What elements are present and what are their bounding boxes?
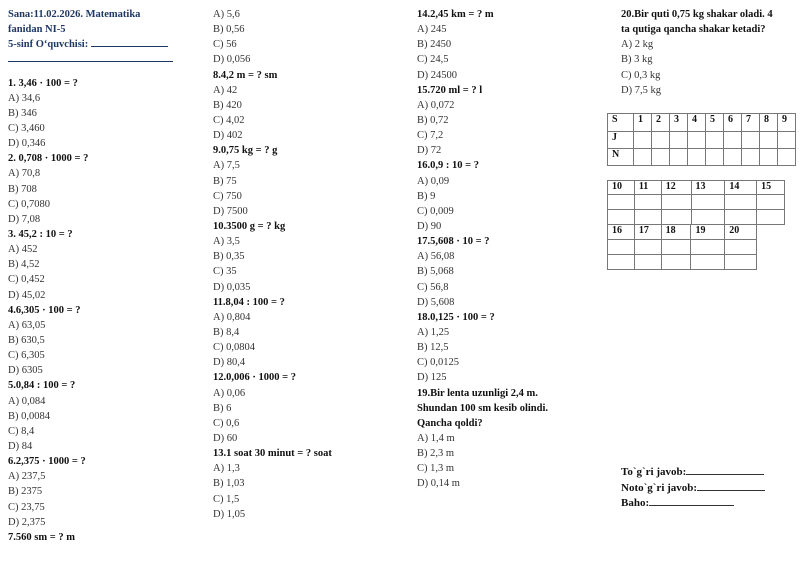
- option-b: B) 0,35: [213, 251, 245, 263]
- question-10: [213, 219, 408, 295]
- option-d: D) 2,375: [8, 516, 46, 528]
- answer-cell[interactable]: [670, 149, 688, 166]
- row-label-n: N: [608, 149, 634, 166]
- option-c: C) 35: [213, 266, 237, 278]
- option-d: D) 0,14 m: [417, 478, 460, 490]
- table-header-cell: 14: [725, 181, 757, 195]
- question-3: [8, 227, 203, 303]
- answer-cell[interactable]: [778, 149, 796, 166]
- question-4: [8, 303, 203, 379]
- question-text: 6.2,375 · 1000 = ?: [8, 456, 86, 468]
- column-3: [417, 7, 612, 492]
- option-a: A) 0,09: [417, 175, 450, 187]
- table-header-cell: 19: [691, 225, 725, 240]
- table-header-cell: 20: [725, 225, 757, 240]
- option-b: B) 2375: [8, 486, 43, 498]
- answer-cell[interactable]: [661, 210, 691, 225]
- table-header-cell: 10: [608, 181, 635, 195]
- option-c: C) 0,452: [8, 274, 45, 286]
- answer-cell[interactable]: [608, 210, 635, 225]
- option-a: A) 0,072: [417, 99, 455, 111]
- answer-cell[interactable]: [634, 149, 652, 166]
- answer-cell[interactable]: [634, 195, 661, 210]
- question-text: 2. 0,708 · 1000 = ?: [8, 153, 89, 165]
- grade-blank[interactable]: [649, 496, 734, 506]
- option-b: B) 630,5: [8, 334, 45, 346]
- option-b: B) 0,0084: [8, 410, 50, 422]
- question-14: [417, 7, 612, 83]
- table-header-cell: 2: [652, 114, 670, 132]
- answer-cell[interactable]: [757, 210, 785, 225]
- option-d: D) 84: [8, 440, 33, 452]
- option-b: B) 9: [417, 190, 436, 202]
- option-b: B) 1,03: [213, 478, 245, 490]
- answer-cell[interactable]: [652, 149, 670, 166]
- question-text: 12.0,006 · 1000 = ?: [213, 372, 296, 384]
- answer-cell[interactable]: [688, 149, 706, 166]
- question-text: 8.4,2 m = ? sm: [213, 69, 278, 81]
- table-header-cell: 3: [670, 114, 688, 132]
- option-a: A) 1,3: [213, 463, 240, 475]
- answer-cell[interactable]: [742, 132, 760, 149]
- option-d: D) 60: [213, 432, 238, 444]
- grade-label: Baho:: [621, 497, 650, 509]
- student-label: 5-sinf O‘quvchisi:: [8, 39, 91, 51]
- grade-row: [621, 496, 765, 512]
- correct-answers-label: To`g`ri javob:: [621, 466, 687, 478]
- option-b: B) 6: [213, 402, 232, 414]
- question-text: 15.720 ml = ? l: [417, 84, 483, 96]
- answer-cell[interactable]: [634, 255, 661, 270]
- answer-cell[interactable]: [670, 132, 688, 149]
- question-19: [417, 386, 612, 492]
- correct-answers-row: [621, 465, 765, 481]
- option-a: A) 63,05: [8, 319, 46, 331]
- answer-cell[interactable]: [691, 195, 725, 210]
- answer-table-2-bottom: [607, 224, 757, 270]
- question-text: 1. 3,46 · 100 = ?: [8, 77, 78, 89]
- table-header-cell: 8: [760, 114, 778, 132]
- table-header-cell: 4: [688, 114, 706, 132]
- option-d: D) 7,08: [8, 213, 41, 225]
- wrong-answers-blank[interactable]: [697, 481, 765, 491]
- option-b: B) 4,52: [8, 259, 40, 271]
- question-text-line-1: 19.Bir lenta uzunligi 2,4 m.: [417, 387, 538, 399]
- option-c: C) 0,3 kg: [621, 69, 661, 81]
- option-d: D) 80,4: [213, 357, 246, 369]
- option-c: C) 1,5: [213, 493, 240, 505]
- header-test-name: fanidan NI-5: [8, 24, 66, 36]
- option-b: B) 3 kg: [621, 54, 653, 66]
- answer-cell[interactable]: [706, 132, 724, 149]
- option-d: D) 6305: [8, 365, 43, 377]
- option-a: A) 34,6: [8, 92, 41, 104]
- answer-cell[interactable]: [661, 195, 691, 210]
- table-header-cell: 6: [724, 114, 742, 132]
- question-text-line-3: Qancha qoldi?: [417, 417, 483, 429]
- student-name-blank-2[interactable]: [8, 52, 203, 67]
- option-a: A) 7,5: [213, 160, 240, 172]
- option-a: A) 452: [8, 244, 38, 256]
- option-c: C) 0,009: [417, 205, 454, 217]
- option-a: A) 5,6: [213, 9, 240, 20]
- option-d: D) 45,02: [8, 289, 46, 301]
- option-c: C) 0,0804: [213, 342, 255, 354]
- question-text: 17.5,608 · 10 = ?: [417, 236, 490, 248]
- option-d: D) 90: [417, 220, 442, 232]
- question-text: 5.0,84 : 100 = ?: [8, 380, 76, 392]
- option-a: A) 0,084: [8, 395, 46, 407]
- option-a: A) 1,4 m: [417, 432, 455, 444]
- answer-cell[interactable]: [608, 195, 635, 210]
- correct-answers-blank[interactable]: [686, 465, 764, 475]
- answer-table-2-top: [607, 180, 785, 225]
- option-b: B) 0,72: [417, 114, 449, 126]
- answer-cell[interactable]: [725, 255, 757, 270]
- option-c: C) 8,4: [8, 425, 35, 437]
- option-a: A) 2 kg: [621, 39, 654, 51]
- answer-cell[interactable]: [691, 210, 725, 225]
- option-b: B) 2450: [417, 39, 452, 51]
- answer-cell[interactable]: [661, 240, 691, 255]
- question-text: 13.1 soat 30 minut = ? soat: [213, 448, 332, 460]
- table-header-cell: 11: [634, 181, 661, 195]
- option-a: A) 0,804: [213, 311, 251, 323]
- answer-cell[interactable]: [778, 132, 796, 149]
- answer-cell[interactable]: [725, 240, 757, 255]
- table-header-cell: 18: [661, 225, 691, 240]
- option-d: D) 0,056: [213, 54, 251, 66]
- option-b: B) 346: [8, 107, 37, 119]
- question-text: 10.3500 g = ? kg: [213, 220, 286, 232]
- answer-table-1: [607, 113, 796, 166]
- column-4: [621, 7, 800, 98]
- option-d: D) 24500: [417, 69, 457, 81]
- header-student-line: [8, 37, 203, 52]
- question-9: [213, 143, 408, 219]
- option-a: A) 42: [213, 84, 238, 96]
- option-a: A) 70,8: [8, 168, 41, 180]
- table-header-cell: 17: [634, 225, 661, 240]
- option-c: C) 1,3 m: [417, 463, 455, 475]
- answer-cell[interactable]: [725, 210, 757, 225]
- option-c: C) 0,7080: [8, 198, 50, 210]
- answer-cell[interactable]: [724, 132, 742, 149]
- option-d: D) 72: [417, 145, 442, 157]
- question-12: [213, 370, 408, 446]
- header-date-subject: Sana:11.02.2026. Matematika: [8, 9, 141, 20]
- option-c: C) 750: [213, 190, 242, 202]
- answer-cell[interactable]: [688, 132, 706, 149]
- question-text: 9.0,75 kg = ? g: [213, 145, 278, 157]
- option-b: B) 0,56: [213, 24, 245, 36]
- answer-cell[interactable]: [742, 149, 760, 166]
- table-header-cell: 15: [757, 181, 785, 195]
- table-header-cell: 13: [691, 181, 725, 195]
- question-text-line-2: Shundan 100 sm kesib olindi.: [417, 402, 549, 414]
- answer-cell[interactable]: [634, 210, 661, 225]
- question-1: [8, 76, 203, 152]
- option-a: A) 0,06: [213, 387, 246, 399]
- option-b: B) 2,3 m: [417, 448, 455, 460]
- answer-cell[interactable]: [691, 255, 725, 270]
- question-6: [8, 454, 203, 530]
- option-c: C) 24,5: [417, 54, 449, 66]
- column-1: [8, 7, 203, 545]
- table-header-cell: 7: [742, 114, 760, 132]
- column-2: [213, 7, 408, 522]
- question-17: [417, 234, 612, 310]
- option-d: D) 0,035: [213, 281, 251, 293]
- option-c: C) 3,460: [8, 122, 45, 134]
- option-d: D) 7500: [213, 205, 248, 217]
- table-header-cell: 12: [661, 181, 691, 195]
- answer-cell[interactable]: [725, 195, 757, 210]
- option-a: A) 237,5: [8, 471, 46, 483]
- option-a: A) 245: [417, 24, 447, 36]
- answer-cell[interactable]: [652, 132, 670, 149]
- student-name-blank[interactable]: [91, 37, 168, 47]
- answer-cell[interactable]: [608, 255, 635, 270]
- question-8: [213, 68, 408, 144]
- question-11: [213, 295, 408, 371]
- question-16: [417, 158, 612, 234]
- question-13: [213, 446, 408, 522]
- option-d: D) 5,608: [417, 296, 455, 308]
- answer-cell[interactable]: [634, 240, 661, 255]
- question-text-line-2: ta qutiga qancha shakar ketadi?: [621, 24, 766, 36]
- option-d: D) 0,346: [8, 138, 46, 150]
- question-5: [8, 378, 203, 454]
- wrong-answers-row: [621, 481, 765, 497]
- answer-cell[interactable]: [661, 255, 691, 270]
- question-text: 7.560 sm = ? m: [8, 531, 75, 543]
- question-text-line-1: 20.Bir quti 0,75 kg shakar oladi. 4: [621, 9, 773, 20]
- answer-cell[interactable]: [724, 149, 742, 166]
- table-header-cell: 9: [778, 114, 796, 132]
- wrong-answers-label: Noto`g`ri javob:: [621, 481, 698, 494]
- option-c: C) 7,2: [417, 130, 444, 142]
- answer-cell[interactable]: [706, 149, 724, 166]
- score-section: [621, 465, 765, 512]
- option-a: A) 3,5: [213, 236, 240, 248]
- option-d: D) 7,5 kg: [621, 84, 661, 96]
- question-15: [417, 83, 612, 159]
- option-b: B) 8,4: [213, 326, 240, 338]
- question-20: [621, 7, 800, 98]
- answer-cell[interactable]: [608, 240, 635, 255]
- question-text: 11.8,04 : 100 = ?: [213, 296, 285, 308]
- option-c: C) 56: [213, 39, 237, 51]
- answer-cell[interactable]: [757, 195, 785, 210]
- question-7-options: [213, 7, 408, 68]
- option-b: B) 75: [213, 175, 237, 187]
- answer-cell[interactable]: [634, 132, 652, 149]
- table-header-cell: 16: [608, 225, 635, 240]
- option-c: C) 23,75: [8, 501, 45, 513]
- option-b: B) 708: [8, 183, 37, 195]
- question-18: [417, 310, 612, 386]
- question-text: 18.0,125 · 100 = ?: [417, 311, 495, 323]
- option-b: B) 12,5: [417, 342, 449, 354]
- option-b: B) 420: [213, 99, 242, 111]
- option-c: C) 0,6: [213, 417, 240, 429]
- answer-cell[interactable]: [760, 149, 778, 166]
- option-d: D) 125: [417, 372, 447, 384]
- option-a: A) 56,08: [417, 251, 455, 263]
- option-c: C) 0,0125: [417, 357, 459, 369]
- answer-cell[interactable]: [760, 132, 778, 149]
- option-a: A) 1,25: [417, 326, 450, 338]
- row-label-j: J: [608, 132, 634, 149]
- answer-cell[interactable]: [691, 240, 725, 255]
- question-text: 16.0,9 : 10 = ?: [417, 160, 479, 172]
- option-c: C) 56,8: [417, 281, 449, 293]
- option-c: C) 4,02: [213, 114, 245, 126]
- option-d: D) 402: [213, 130, 243, 142]
- question-2: [8, 151, 203, 227]
- table-header-cell: 5: [706, 114, 724, 132]
- table-header-cell: S: [608, 114, 634, 132]
- question-text: 3. 45,2 : 10 = ?: [8, 228, 73, 240]
- option-b: B) 5,068: [417, 266, 454, 278]
- question-text: 14.2,45 km = ? m: [417, 9, 494, 20]
- question-7-text: [8, 530, 203, 545]
- option-d: D) 1,05: [213, 508, 246, 520]
- question-text: 4.6,305 · 100 = ?: [8, 304, 81, 316]
- option-c: C) 6,305: [8, 350, 45, 362]
- table-header-cell: 1: [634, 114, 652, 132]
